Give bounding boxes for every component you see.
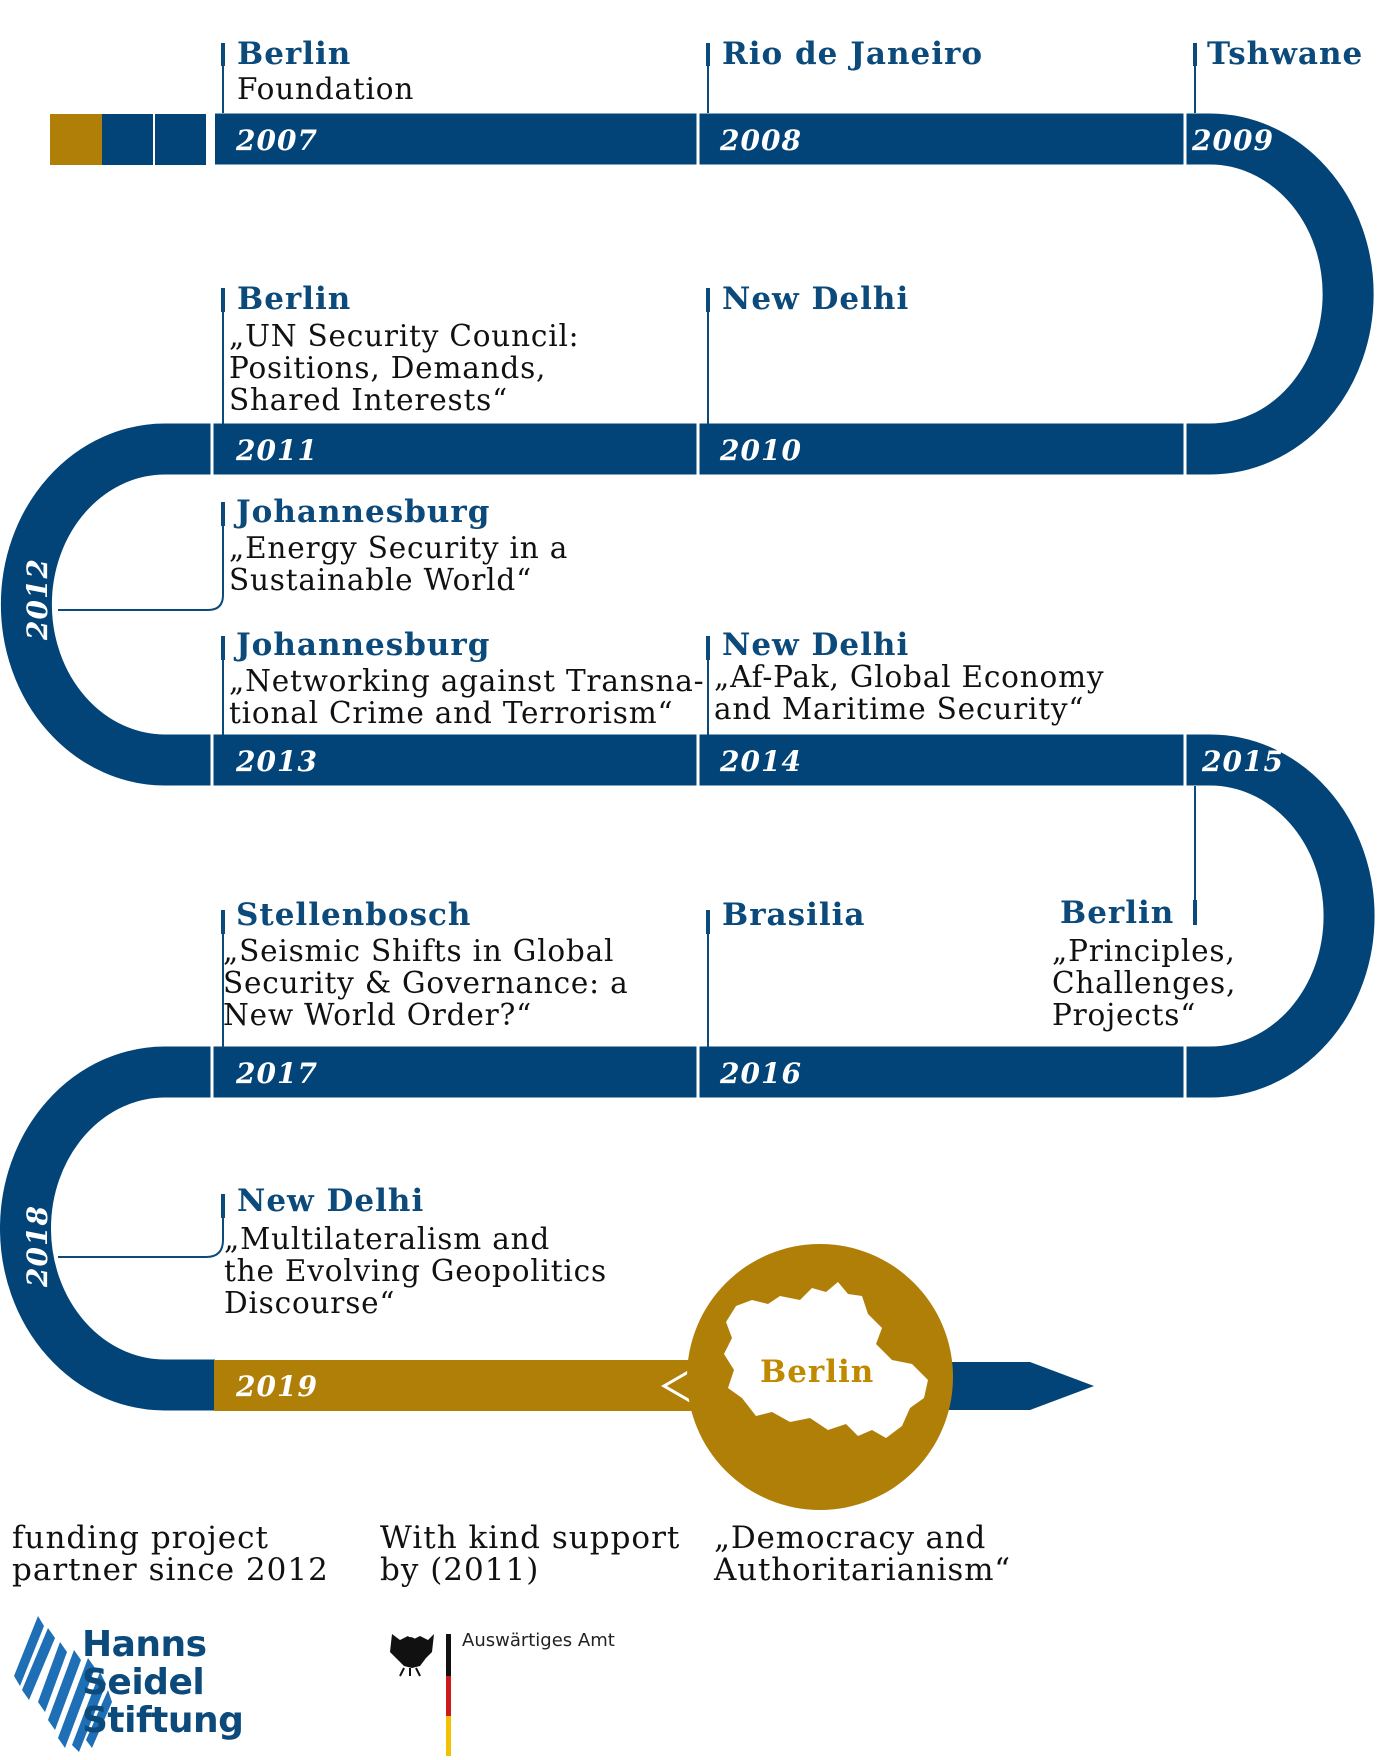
support-text: With kind support by (2011) [380, 1520, 681, 1588]
year-2017: 2017 [236, 1057, 318, 1090]
federal-eagle-icon [390, 1634, 434, 1676]
year-2019: 2019 [236, 1370, 318, 1403]
year-2018: 2018 [21, 1205, 54, 1287]
topic-2012: „Energy Security in a Sustainable World“ [229, 531, 569, 597]
year-2008: 2008 [720, 124, 802, 157]
year-2010: 2010 [720, 434, 802, 467]
city-2010: New Delhi [722, 281, 910, 317]
funding-text: funding project partner since 2012 [12, 1520, 329, 1588]
year-2011: 2011 [236, 434, 318, 467]
city-2008: Rio de Janeiro [722, 36, 984, 72]
city-2015: Berlin [1060, 895, 1175, 931]
topic-2011: „UN Security Council: Positions, Demands, Shared Interests“ [229, 319, 580, 417]
year-2012: 2012 [21, 558, 54, 640]
topic-2019: „Democracy and Authoritarianism“ [714, 1520, 1011, 1588]
city-2012: Johannesburg [236, 494, 491, 530]
topic-2018: „Multilateralism and the Evolving Geopolitics Discourse“ [224, 1222, 607, 1320]
start-block-navy-2 [155, 114, 206, 165]
city-2016: Brasilia [722, 897, 866, 933]
city-2011: Berlin [237, 281, 352, 317]
city-2014: New Delhi [722, 627, 910, 663]
year-2007: 2007 [236, 124, 318, 157]
year-2013: 2013 [236, 745, 318, 778]
topic-2007: Foundation [237, 72, 415, 106]
german-flag-bar [446, 1634, 451, 1756]
year-2009: 2009 [1192, 124, 1274, 157]
arrow-tip [940, 1362, 1094, 1410]
city-2009: Tshwane [1207, 36, 1364, 72]
city-2019: Berlin [760, 1354, 875, 1390]
year-2014: 2014 [720, 745, 802, 778]
hss-logo-text: Hanns Seidel Stiftung [82, 1624, 244, 1741]
topic-2013: „Networking against Transna- tional Crime and Terrorism“ [229, 664, 705, 730]
city-2007: Berlin [237, 36, 352, 72]
city-2018: New Delhi [237, 1183, 425, 1219]
topic-2014: „Af-Pak, Global Economy and Maritime Security“ [714, 660, 1105, 726]
start-block-gold [50, 114, 102, 165]
city-2017: Stellenbosch [236, 897, 472, 933]
auswaertiges-amt-logo-text: Auswärtiges Amt [462, 1630, 615, 1651]
year-2015: 2015 [1202, 745, 1284, 778]
city-2013: Johannesburg [236, 627, 491, 663]
topic-2017: „Seismic Shifts in Global Security & Governance: a New World Order?“ [223, 934, 629, 1032]
topic-2015: „Principles, Challenges, Projects“ [1052, 934, 1237, 1032]
year-2016: 2016 [720, 1057, 802, 1090]
start-block-navy-1 [102, 114, 153, 165]
